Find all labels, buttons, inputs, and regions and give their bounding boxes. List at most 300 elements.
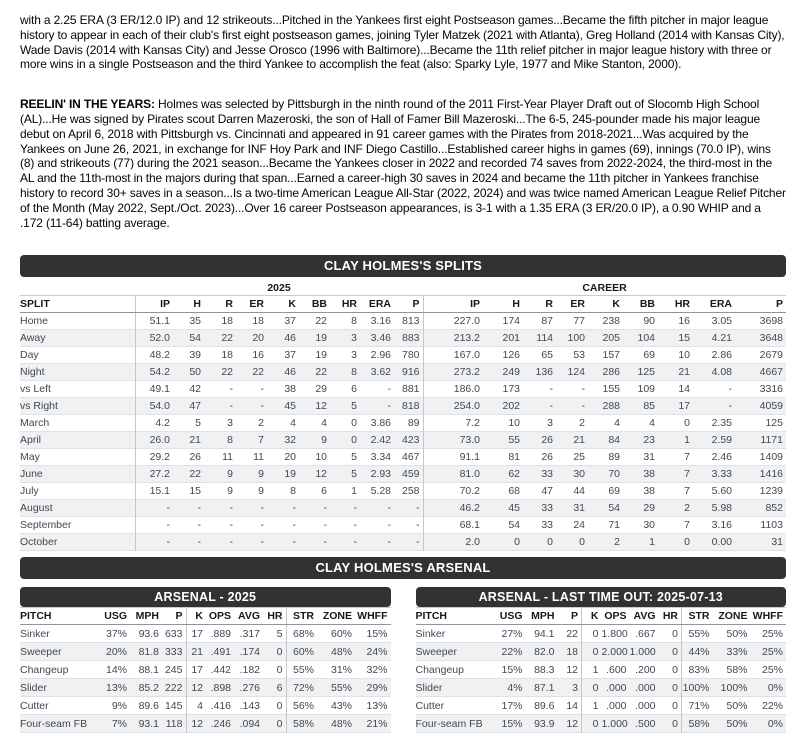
splits-cell: 24 bbox=[573, 519, 586, 532]
split-label: August bbox=[20, 502, 53, 515]
splits-cell: 10 bbox=[678, 349, 691, 362]
split-label: Day bbox=[20, 349, 39, 362]
splits-cell: 7 bbox=[684, 468, 691, 481]
splits-cell: 467 bbox=[401, 451, 420, 464]
splits-row-vs-left bbox=[20, 381, 786, 398]
arsenal-last-time-out-title-bar bbox=[416, 587, 787, 607]
arsenal-cell: 24% bbox=[366, 645, 388, 658]
split-label: September bbox=[20, 519, 72, 532]
splits-cell: 0.00 bbox=[711, 536, 733, 549]
arsenal-cell: 222 bbox=[164, 681, 183, 694]
splits-cell: 81 bbox=[508, 451, 521, 464]
splits-cell: 15 bbox=[189, 485, 201, 498]
splits-row-away bbox=[20, 330, 786, 347]
arsenal-row-sweeper bbox=[20, 643, 391, 661]
arsenal-cell: .000 bbox=[606, 681, 627, 694]
arsenal-cell: 333 bbox=[164, 645, 183, 658]
arsenal-col-zone: ZONE bbox=[317, 608, 355, 625]
split-label: Away bbox=[20, 332, 46, 345]
splits-title: CLAY HOLMES'S SPLITS bbox=[323, 258, 483, 274]
splits-cell: 2.86 bbox=[711, 349, 733, 362]
splits-cell: - bbox=[353, 502, 357, 515]
splits-cell: 77 bbox=[573, 315, 586, 328]
splits-col-2025-r: R bbox=[204, 296, 236, 313]
splits-row-march bbox=[20, 415, 786, 432]
splits-cell: 3.16 bbox=[711, 519, 733, 532]
splits-cell: - bbox=[387, 383, 391, 396]
splits-cell: 852 bbox=[765, 502, 783, 515]
pitch-label: Sweeper bbox=[20, 645, 62, 658]
arsenal-cell: 14% bbox=[105, 663, 127, 676]
splits-cell: 11 bbox=[222, 451, 233, 464]
splits-col-career-bb: BB bbox=[623, 296, 658, 313]
splits-cell: - bbox=[323, 519, 327, 532]
pitch-label: Four-seam FB bbox=[20, 717, 88, 730]
arsenal-cell: 94.1 bbox=[534, 627, 555, 640]
arsenal-cell: 48% bbox=[330, 717, 352, 730]
arsenal-cell: 37% bbox=[105, 627, 127, 640]
splits-cell: 5 bbox=[195, 417, 201, 430]
splits-row-vs-right bbox=[20, 398, 786, 415]
arsenal-cell: 0 bbox=[582, 679, 602, 697]
arsenal-cell: 83% bbox=[682, 661, 713, 679]
splits-cell: 73.0 bbox=[423, 432, 483, 449]
arsenal-col-avg: AVG bbox=[630, 608, 659, 625]
split-label: vs Left bbox=[20, 383, 51, 396]
arsenal-cell: 13% bbox=[366, 699, 388, 712]
arsenal-cell: 93.1 bbox=[138, 717, 159, 730]
splits-cell: 125 bbox=[637, 366, 656, 379]
splits-cell: 49.1 bbox=[135, 381, 173, 398]
splits-cell: 68 bbox=[508, 485, 521, 498]
splits-cell: 4 bbox=[649, 417, 656, 430]
splits-cell: 84 bbox=[608, 434, 621, 447]
splits-group-career: CAREER bbox=[582, 282, 627, 295]
splits-col-career-ip: IP bbox=[423, 296, 483, 313]
splits-cell: 9 bbox=[321, 434, 327, 447]
arsenal-2025-title-bar bbox=[20, 587, 391, 607]
splits-cell: 288 bbox=[602, 400, 621, 413]
arsenal-row-sinker bbox=[20, 625, 391, 643]
splits-cell: 54.2 bbox=[135, 364, 173, 381]
splits-cell: - bbox=[292, 502, 296, 515]
splits-cell: 32 bbox=[284, 434, 296, 447]
splits-row-september bbox=[20, 517, 786, 534]
splits-cell: 12 bbox=[315, 468, 327, 481]
splits-cell: 286 bbox=[602, 366, 621, 379]
splits-cell: 21 bbox=[573, 434, 586, 447]
arsenal-row-slider bbox=[20, 679, 391, 697]
splits-cell: - bbox=[260, 519, 264, 532]
splits-cell: 1 bbox=[684, 434, 691, 447]
arsenal-cell: 1 bbox=[582, 697, 602, 715]
splits-cell: 30 bbox=[573, 468, 586, 481]
splits-cell: 16 bbox=[252, 349, 264, 362]
splits-cell: - bbox=[135, 500, 173, 517]
split-label: April bbox=[20, 434, 42, 447]
arsenal-col-zone: ZONE bbox=[713, 608, 751, 625]
arsenal-cell: 0 bbox=[276, 645, 283, 658]
splits-cell: 7 bbox=[258, 434, 264, 447]
arsenal-cell: 31% bbox=[330, 663, 352, 676]
arsenal-cell: .276 bbox=[239, 681, 260, 694]
splits-row-october bbox=[20, 534, 786, 551]
splits-cell: - bbox=[416, 519, 420, 532]
splits-cell: 44 bbox=[573, 485, 586, 498]
arsenal-cell: .442 bbox=[210, 663, 231, 676]
pitch-label: Changeup bbox=[415, 663, 464, 676]
arsenal-col-pitch: PITCH bbox=[20, 608, 100, 625]
splits-col-2025-h: H bbox=[173, 296, 204, 313]
splits-cell: - bbox=[387, 502, 391, 515]
splits-cell: 0 bbox=[514, 536, 521, 549]
split-label: July bbox=[20, 485, 39, 498]
splits-cell: 11 bbox=[253, 451, 264, 464]
splits-cell: - bbox=[260, 400, 264, 413]
pitch-label: Sinker bbox=[415, 627, 446, 640]
splits-cell: 53 bbox=[573, 349, 586, 362]
splits-cell: 916 bbox=[401, 366, 420, 379]
arsenal-2025-title: ARSENAL - 2025 bbox=[154, 590, 257, 605]
splits-cell: - bbox=[387, 536, 391, 549]
splits-cell: 46 bbox=[284, 366, 296, 379]
splits-cell: 2 bbox=[579, 417, 586, 430]
splits-cell: - bbox=[323, 502, 327, 515]
splits-cell: 33 bbox=[541, 502, 554, 515]
splits-cell: 2 bbox=[684, 502, 691, 515]
arsenal-cell: 60% bbox=[286, 643, 317, 661]
splits-cell: 7 bbox=[684, 519, 691, 532]
splits-cell: - bbox=[581, 383, 586, 396]
splits-cell: - bbox=[549, 400, 554, 413]
paragraph-reelin-in-the-years bbox=[20, 97, 786, 230]
splits-cell: 65 bbox=[541, 349, 554, 362]
splits-cell: 46.2 bbox=[423, 500, 483, 517]
split-label: June bbox=[20, 468, 43, 481]
arsenal-col-mph: MPH bbox=[130, 608, 162, 625]
splits-cell: 3.46 bbox=[370, 332, 391, 345]
splits-cell: 0 bbox=[351, 434, 357, 447]
arsenal-cell: 0 bbox=[672, 627, 678, 640]
splits-cell: 2 bbox=[258, 417, 264, 430]
splits-cell: 50 bbox=[189, 366, 201, 379]
splits-cell: 10 bbox=[315, 451, 327, 464]
arsenal-col-hr: HR bbox=[263, 608, 286, 625]
arsenal-cell: 5 bbox=[276, 627, 283, 640]
splits-cell: 2.96 bbox=[370, 349, 391, 362]
arsenal-col-usg: USG bbox=[496, 608, 526, 625]
arsenal-cell: 50% bbox=[726, 717, 748, 730]
splits-cell: 3 bbox=[227, 417, 233, 430]
arsenal-cell: .000 bbox=[606, 699, 627, 712]
arsenal-cell: .094 bbox=[239, 717, 260, 730]
splits-row-day bbox=[20, 347, 786, 364]
paragraph-reelin-lead: REELIN' IN THE YEARS: bbox=[20, 97, 155, 112]
arsenal-cell: 33% bbox=[726, 645, 748, 658]
splits-cell: 213.2 bbox=[423, 330, 483, 347]
splits-cell: 173 bbox=[502, 383, 521, 396]
arsenal-cell: 7% bbox=[111, 717, 127, 730]
splits-cell: 3.34 bbox=[370, 451, 391, 464]
splits-cell: 70.2 bbox=[423, 483, 483, 500]
splits-cell: 51.1 bbox=[135, 313, 173, 330]
splits-cell: 5.60 bbox=[711, 485, 733, 498]
splits-cell: 155 bbox=[602, 383, 621, 396]
splits-cell: - bbox=[728, 400, 733, 413]
pitch-label: Four-seam FB bbox=[415, 717, 483, 730]
arsenal-cell: .600 bbox=[606, 663, 627, 676]
splits-cell: - bbox=[728, 383, 733, 396]
splits-cell: 8 bbox=[227, 434, 233, 447]
arsenal-cell: 58% bbox=[726, 663, 748, 676]
splits-cell: - bbox=[353, 536, 357, 549]
splits-cell: 104 bbox=[637, 332, 656, 345]
arsenal-cell: 22% bbox=[501, 645, 523, 658]
splits-cell: 31 bbox=[573, 502, 586, 515]
splits-cell: 45 bbox=[508, 502, 521, 515]
splits-cell: 52.0 bbox=[135, 330, 173, 347]
splits-cell: 0 bbox=[579, 536, 586, 549]
arsenal-cell: 100% bbox=[682, 679, 713, 697]
splits-col-career-h: H bbox=[483, 296, 523, 313]
splits-cell: 423 bbox=[401, 434, 420, 447]
splits-title-bar bbox=[20, 255, 786, 277]
splits-cell: 1171 bbox=[760, 434, 783, 447]
splits-cell: 3.05 bbox=[711, 315, 733, 328]
splits-cell: 27.2 bbox=[135, 466, 173, 483]
arsenal-cell: 245 bbox=[164, 663, 183, 676]
arsenal-row-sinker bbox=[416, 625, 787, 643]
arsenal-cell: 0 bbox=[672, 699, 678, 712]
splits-cell: 22 bbox=[252, 366, 264, 379]
splits-cell: 70 bbox=[608, 468, 621, 481]
splits-cell: 18 bbox=[252, 315, 264, 328]
splits-cell: 33 bbox=[541, 519, 554, 532]
splits-cell: 136 bbox=[535, 366, 554, 379]
splits-cell: - bbox=[292, 519, 296, 532]
split-label: vs Right bbox=[20, 400, 58, 413]
arsenal-last-time-out-title: ARSENAL - LAST TIME OUT: 2025-07-13 bbox=[478, 590, 723, 605]
splits-cell: 19 bbox=[284, 468, 296, 481]
splits-cell: 22 bbox=[315, 366, 327, 379]
splits-cell: 23 bbox=[643, 434, 656, 447]
splits-cell: 813 bbox=[401, 315, 420, 328]
splits-cell: - bbox=[229, 519, 233, 532]
arsenal-cell: 55% bbox=[682, 625, 713, 643]
splits-cell: 4667 bbox=[759, 366, 783, 379]
arsenal-cell: 68% bbox=[286, 625, 317, 643]
splits-cell: 109 bbox=[637, 383, 656, 396]
arsenal-col-usg: USG bbox=[100, 608, 130, 625]
arsenal-cell: 0 bbox=[582, 643, 602, 661]
splits-cell: 19 bbox=[315, 349, 327, 362]
splits-cell: 12 bbox=[315, 400, 327, 413]
splits-col-career-er: ER bbox=[556, 296, 588, 313]
splits-cell: 54 bbox=[508, 519, 521, 532]
arsenal-cell: 81.8 bbox=[138, 645, 159, 658]
arsenal-col-avg: AVG bbox=[234, 608, 263, 625]
splits-col-career-p: P bbox=[735, 296, 786, 313]
arsenal-cell: .246 bbox=[210, 717, 231, 730]
arsenal-cell: .898 bbox=[210, 681, 231, 694]
arsenal-cell: 15% bbox=[501, 717, 523, 730]
splits-cell: 2 bbox=[614, 536, 621, 549]
arsenal-cell: 25% bbox=[761, 645, 783, 658]
splits-cell: 0 bbox=[684, 536, 691, 549]
arsenal-cell: 633 bbox=[164, 627, 183, 640]
paragraph-reelin-body: Holmes was selected by Pittsburgh in the ninth round of the 2011 First-Year Player Draft out of Slocomb High School (AL)...He was signed by Pirates scout Darren Mazeroski, the son of Hall of Famer Bill Mazeroski...The 6-5, 245-pounder made his major league debut on April 6, 2018 with Pittsburgh vs. Cincinnati and appeared in 91 career games with the Pirates from 2018-2021...Was acquired by the Yankees on June 26, 2021, in exchange for INF Hoy Park and INF Diego Castillo...Established career highs in games (69), innings (70.0 IP), wins (8) and strikeouts (77) during the 2021 season...Became the Yankees closer in 2022 and recorded 74 saves from 2022-2024, the third-most in the AL and the 11th-most in the majors during that span...Earned a career-high 30 saves in 2024 and became the 11th pitcher in Yankees franchise history to record 30+ saves in a season...Is a two-time American League All-Star (2022, 2024) and was twice named American League Relief Pitcher of the Month (May 2022, Sept./Oct. 2023)...Over 16 career Postseason appearances, is 3-1 with a 1.35 ERA (3 ER/20.0 IP), a 0.90 WHIP and a .172 (11-64) batting average. bbox=[20, 97, 786, 230]
splits-cell: 7 bbox=[684, 451, 691, 464]
splits-cell: 48.2 bbox=[135, 347, 173, 364]
splits-cell: 69 bbox=[608, 485, 621, 498]
splits-cell: - bbox=[260, 502, 264, 515]
splits-cell: - bbox=[549, 383, 554, 396]
arsenal-cell: 0 bbox=[276, 663, 283, 676]
splits-cell: 22 bbox=[189, 468, 201, 481]
arsenal-2025-table bbox=[20, 607, 391, 733]
splits-cell: 459 bbox=[401, 468, 420, 481]
splits-cell: 46 bbox=[284, 332, 296, 345]
splits-cell: 9 bbox=[227, 468, 233, 481]
splits-cell: 22 bbox=[221, 366, 233, 379]
arsenal-col-pitch: PITCH bbox=[416, 608, 496, 625]
splits-cell: 33 bbox=[541, 468, 554, 481]
splits-cell: 8 bbox=[351, 315, 357, 328]
splits-col-split: SPLIT bbox=[20, 296, 135, 313]
splits-cell: 21 bbox=[678, 366, 691, 379]
arsenal-cell: 21% bbox=[366, 717, 388, 730]
split-label: Home bbox=[20, 315, 49, 328]
splits-cell: 22 bbox=[315, 315, 327, 328]
splits-cell: - bbox=[229, 400, 233, 413]
splits-cell: 1416 bbox=[759, 468, 783, 481]
splits-cell: 2.93 bbox=[370, 468, 391, 481]
splits-cell: 4.2 bbox=[135, 415, 173, 432]
splits-cell: 0 bbox=[351, 417, 357, 430]
arsenal-cell: 27% bbox=[501, 627, 523, 640]
splits-cell: 3316 bbox=[759, 383, 783, 396]
arsenal-cell: .000 bbox=[635, 699, 656, 712]
arsenal-cell: 0 bbox=[672, 681, 678, 694]
arsenal-cell: 12 bbox=[186, 679, 206, 697]
splits-cell: 55 bbox=[508, 434, 521, 447]
arsenal-cell: 60% bbox=[330, 627, 352, 640]
arsenal-cell: 58% bbox=[286, 715, 317, 733]
splits-cell: 1409 bbox=[759, 451, 783, 464]
arsenal-last-time-out-header-row bbox=[416, 608, 787, 625]
splits-cell: 20 bbox=[252, 332, 264, 345]
arsenal-cell: .174 bbox=[239, 645, 260, 658]
arsenal-cell: 0 bbox=[672, 717, 678, 730]
arsenal-cell: 88.1 bbox=[138, 663, 159, 676]
splits-cell: 6 bbox=[321, 485, 327, 498]
splits-cell: 9 bbox=[258, 485, 264, 498]
splits-cell: 4 bbox=[290, 417, 296, 430]
arsenal-cell: 14 bbox=[566, 699, 578, 712]
splits-cell: 7.2 bbox=[423, 415, 483, 432]
splits-cell: 3 bbox=[547, 417, 554, 430]
pitch-label: Slider bbox=[20, 681, 47, 694]
arsenal-row-slider bbox=[416, 679, 787, 697]
arsenal-cell: .491 bbox=[210, 645, 231, 658]
splits-cell: - bbox=[387, 519, 391, 532]
splits-cell: - bbox=[581, 400, 586, 413]
splits-cell: 238 bbox=[602, 315, 621, 328]
arsenal-cell: 72% bbox=[286, 679, 317, 697]
arsenal-cell: 9% bbox=[111, 699, 127, 712]
splits-cell: 87 bbox=[541, 315, 554, 328]
splits-cell: 202 bbox=[502, 400, 521, 413]
arsenal-col-str: STR bbox=[682, 608, 713, 625]
arsenal-row-changeup bbox=[416, 661, 787, 679]
arsenal-cell: 85.2 bbox=[138, 681, 159, 694]
splits-cell: 8 bbox=[290, 485, 296, 498]
pitch-label: Slider bbox=[415, 681, 443, 694]
arsenal-cell: .667 bbox=[635, 627, 656, 640]
arsenal-cell: .416 bbox=[210, 699, 231, 712]
splits-cell: 26.0 bbox=[135, 432, 173, 449]
splits-cell: 19 bbox=[315, 332, 327, 345]
arsenal-cell: 43% bbox=[330, 699, 352, 712]
splits-cell: 205 bbox=[602, 332, 621, 345]
arsenal-col-whff: WHFF bbox=[355, 608, 391, 625]
splits-cell: 273.2 bbox=[423, 364, 483, 381]
splits-cell: 91.1 bbox=[423, 449, 483, 466]
splits-cell: 5 bbox=[351, 468, 357, 481]
arsenal-cell: 12 bbox=[186, 715, 206, 733]
splits-cell: 5 bbox=[351, 451, 357, 464]
splits-row-april bbox=[20, 432, 786, 449]
splits-cell: 54 bbox=[608, 502, 621, 515]
splits-cell: 818 bbox=[401, 400, 420, 413]
arsenal-cell: 71% bbox=[682, 697, 713, 715]
splits-row-june bbox=[20, 466, 786, 483]
splits-cell: 20 bbox=[284, 451, 296, 464]
arsenal-2025-section bbox=[20, 587, 391, 733]
splits-cell: - bbox=[135, 517, 173, 534]
arsenal-cell: 48% bbox=[330, 645, 352, 658]
split-label: May bbox=[20, 451, 40, 464]
splits-cell: - bbox=[387, 400, 391, 413]
splits-cell: - bbox=[260, 536, 264, 549]
arsenal-cell: 0 bbox=[672, 645, 678, 658]
arsenal-cell: 6 bbox=[276, 681, 283, 694]
splits-cell: - bbox=[323, 536, 327, 549]
splits-cell: 100 bbox=[567, 332, 586, 345]
splits-cell: 7 bbox=[684, 485, 691, 498]
arsenal-cell: 20% bbox=[105, 645, 127, 658]
splits-cell: 42 bbox=[189, 383, 201, 396]
splits-cell: 5.28 bbox=[370, 485, 391, 498]
splits-cell: 2.42 bbox=[370, 434, 391, 447]
splits-cell: 29.2 bbox=[135, 449, 173, 466]
splits-cell: 15 bbox=[678, 332, 691, 345]
splits-cell: 126 bbox=[502, 349, 521, 362]
arsenal-cell: 22% bbox=[761, 699, 783, 712]
splits-cell: 68.1 bbox=[423, 517, 483, 534]
splits-cell: 4 bbox=[321, 417, 327, 430]
splits-cell: 2.35 bbox=[711, 417, 733, 430]
arsenal-cell: 22 bbox=[566, 627, 578, 640]
arsenal-cell: 89.6 bbox=[534, 699, 555, 712]
arsenal-cell: 12 bbox=[566, 717, 578, 730]
splits-cell: 174 bbox=[502, 315, 521, 328]
splits-cell: 81.0 bbox=[423, 466, 483, 483]
arsenal-cell: 25% bbox=[761, 627, 783, 640]
splits-cell: - bbox=[197, 536, 201, 549]
arsenal-row-changeup bbox=[20, 661, 391, 679]
splits-cell: 45 bbox=[284, 400, 296, 413]
